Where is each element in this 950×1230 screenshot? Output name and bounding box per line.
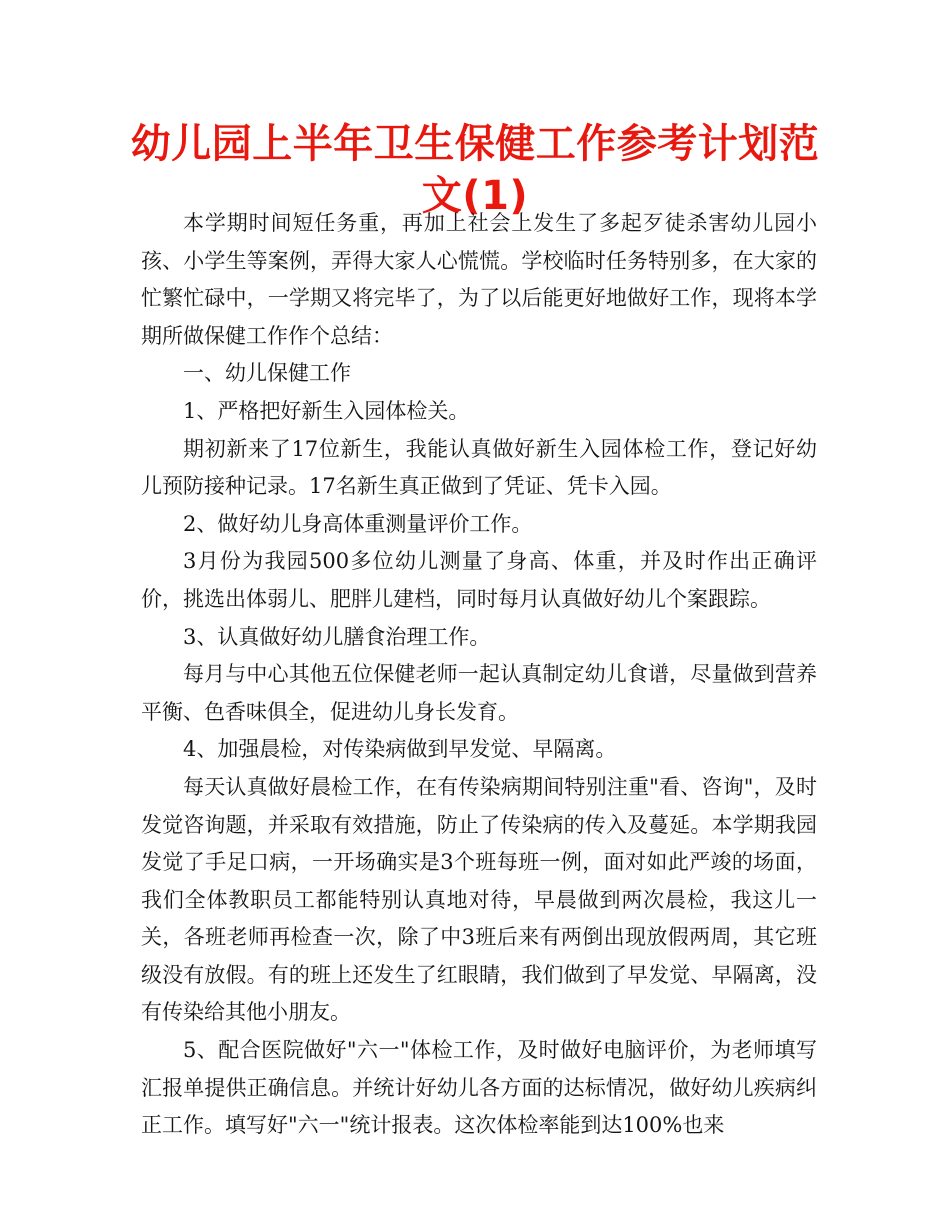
paragraph-measurement: 3月份为我园500多位幼儿测量了身高、体重，并及时作出正确评价，挑选出体弱儿、肥胖儿建档，同时每月认真做好幼儿个案跟踪。 (141, 549, 817, 611)
document-body (141, 205, 817, 1145)
document-title: 幼儿园上半年卫生保健工作参考计划范文(1) (130, 121, 820, 219)
item-heading-4: 4、加强晨检，对传染病做到早发觉、早隔离。 (183, 737, 617, 762)
paragraph-diet: 每月与中心其他五位保健老师一起认真制定幼儿食谱，尽量做到营养平衡、色香味俱全，促进幼儿身长发育。 (141, 662, 817, 724)
paragraph-morning-check: 每天认真做好晨检工作，在有传染病期间特别注重"看、咨询"，及时发觉咨询题，并采取有效措施，防止了传染病的传入及蔓延。本学期我园发觉了手足口病，一开场确实是3个班每班一例，面对如此严竣的场面，我们全体教职员工都能特别认真地对待，早晨做到两次晨检，我这儿一关，各班老师再检查一次，除了中3班后来有两倒出现放假两周，其它班级没有放假。有的班上还发生了红眼睛，我们做到了早发觉、早隔离，没有传染给其他小朋友。 (141, 774, 817, 1025)
section-heading-health-work: 一、幼儿保健工作 (183, 361, 351, 386)
item-heading-2: 2、做好幼儿身高体重测量评价工作。 (183, 511, 533, 536)
paragraph-new-students: 期初新来了17位新生，我能认真做好新生入园体检工作，登记好幼儿预防接种记录。17名新生真正做到了凭证、凭卡入园。 (141, 436, 817, 499)
item-heading-3: 3、认真做好幼儿膳食治理工作。 (183, 624, 491, 649)
paragraph-intro: 本学期时间短任务重，再加上社会上发生了多起歹徒杀害幼儿园小孩、小学生等案例，弄得大家人心慌慌。学校临时任务特别多，在大家的忙繁忙碌中，一学期又将完毕了，为了以后能更好地做好工作，现将本学期所做保健工作作个总结： (141, 211, 817, 348)
item-heading-1: 1、严格把好新生入园体检关。 (183, 398, 470, 423)
paragraph-physical-exam: 5、配合医院做好"六一"体检工作，及时做好电脑评价，为老师填写汇报单提供正确信息。并统计好幼儿各方面的达标情况，做好幼儿疾病纠正工作。填写好"六一"统计报表。这次体检率能到达100%也来 (141, 1038, 817, 1138)
